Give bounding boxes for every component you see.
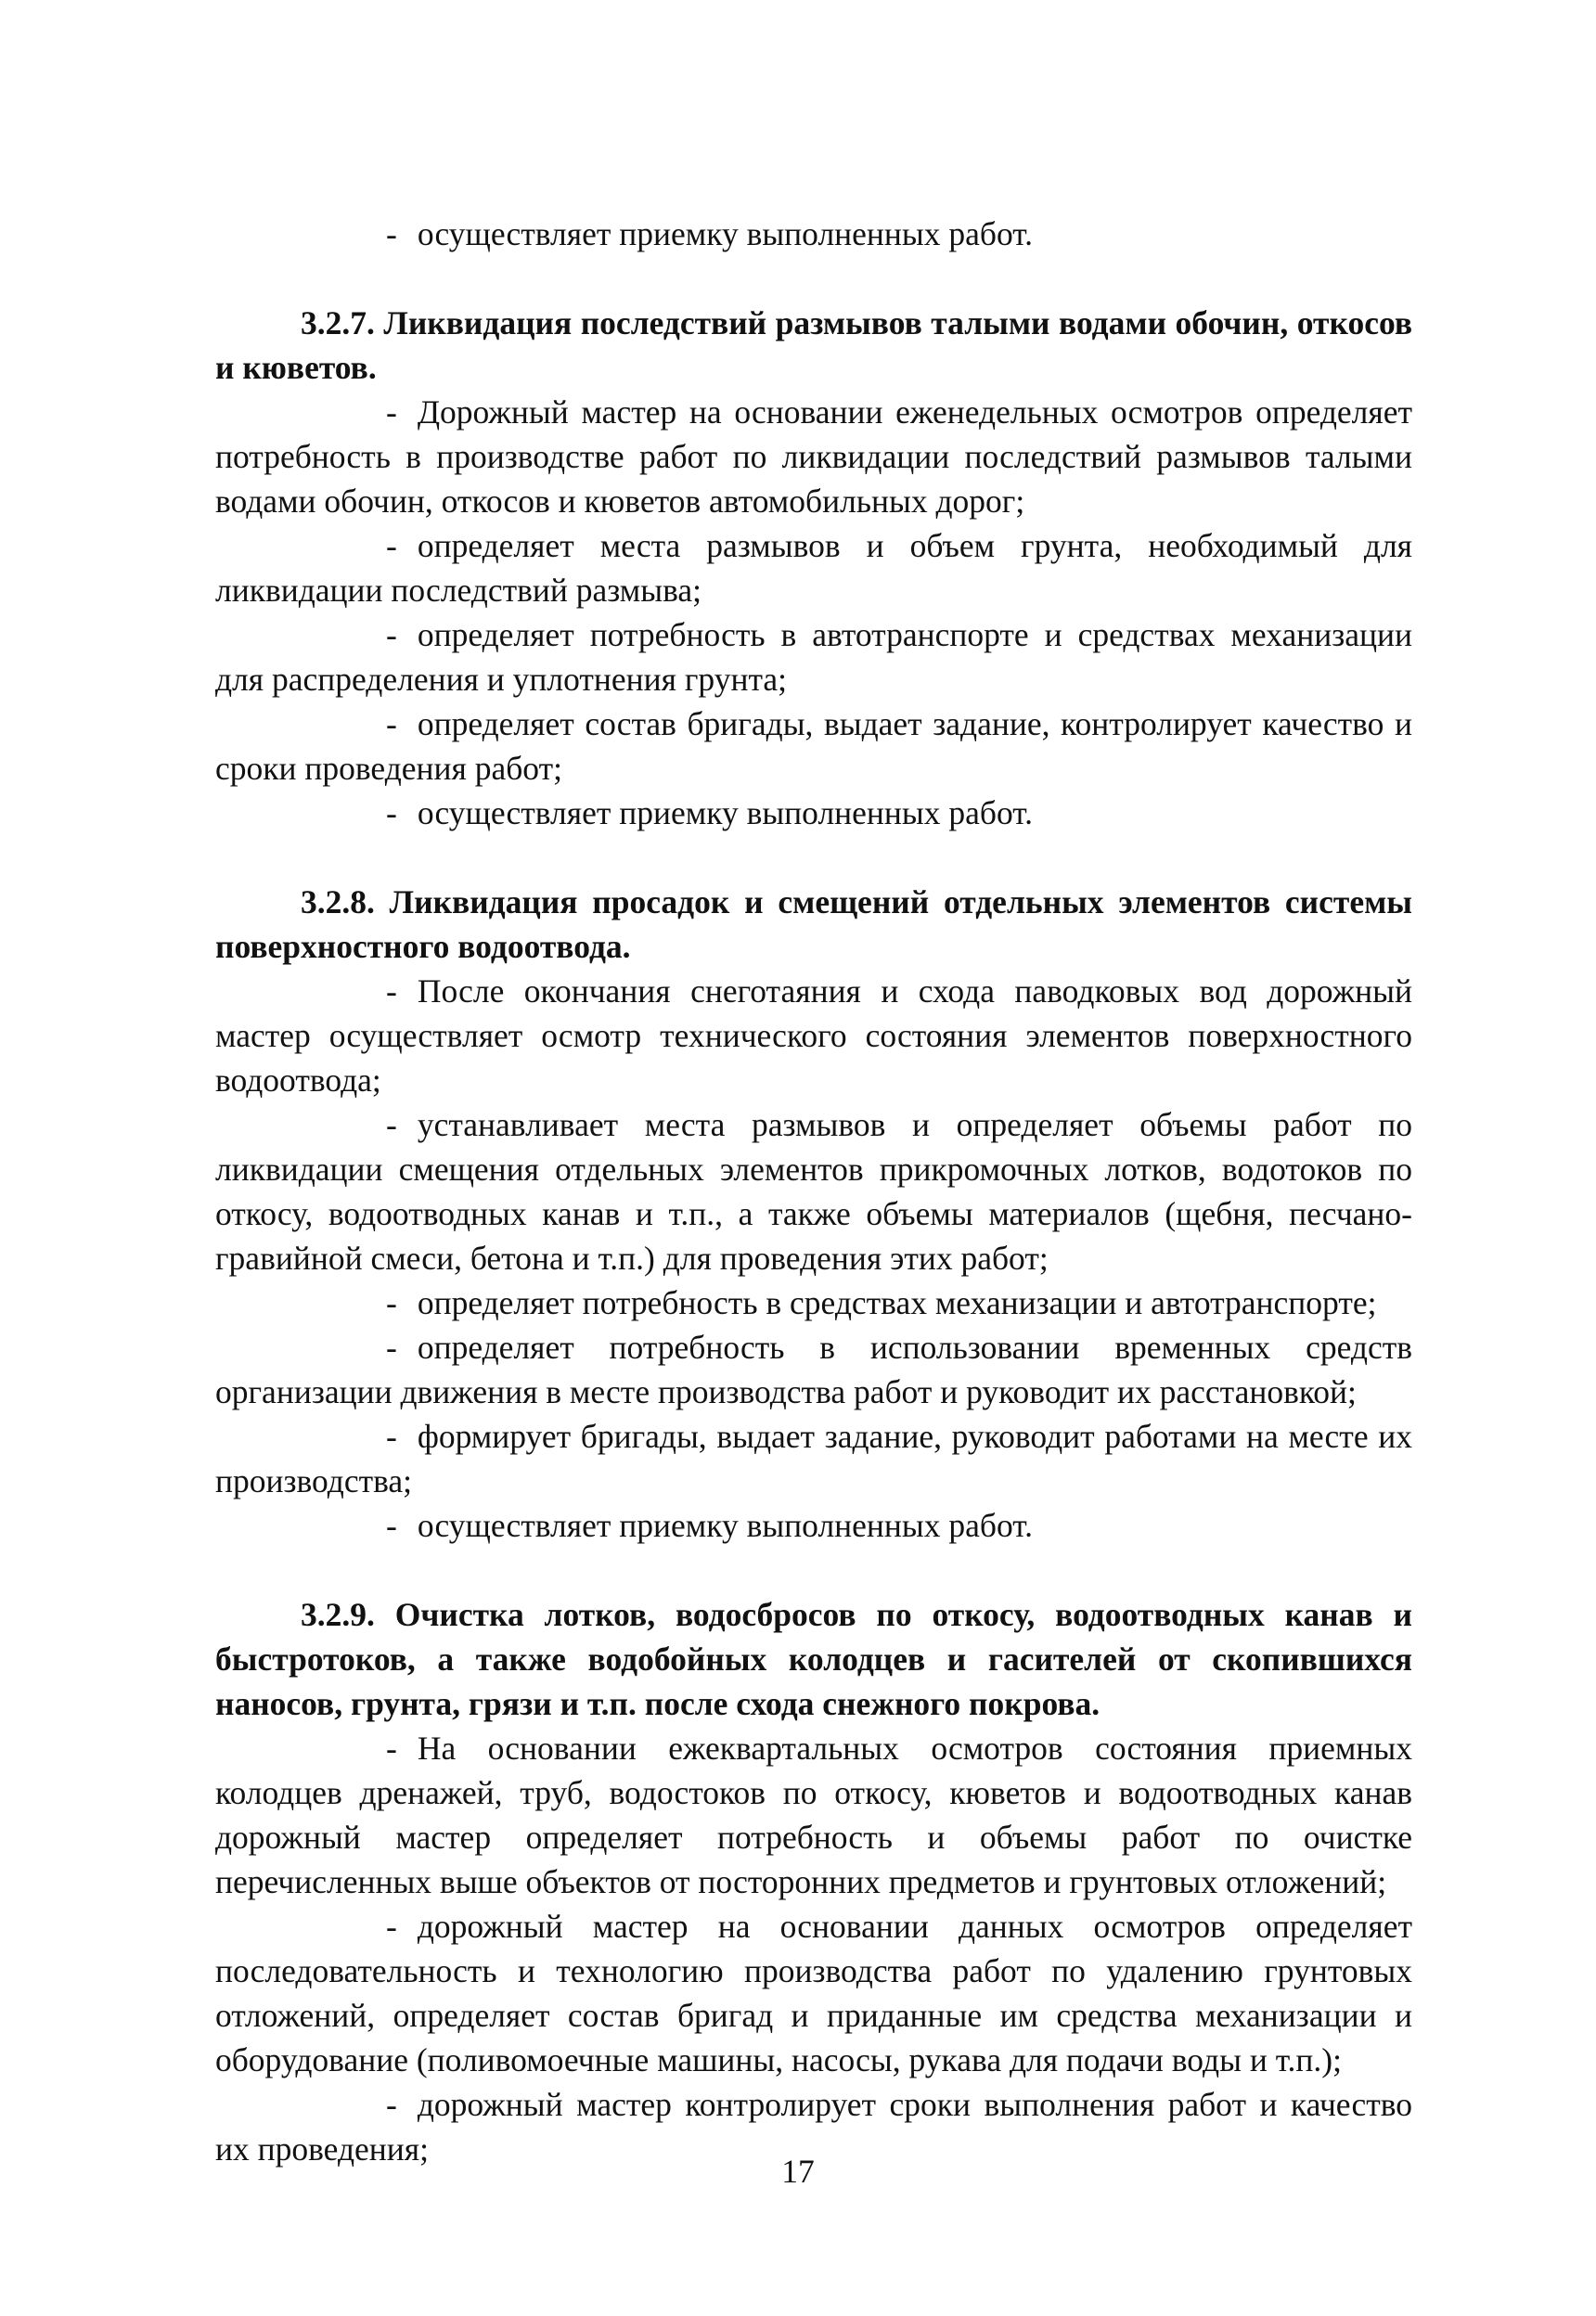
list-item <box>215 969 1412 1102</box>
list-item-text: После окончания снеготаяния и схода паводковых вод дорожный мастер осуществляет осмотр технического состояния элементов поверхностного водоотвода; <box>215 972 1412 1099</box>
list-item-text: осуществляет приемку выполненных работ. <box>417 1507 1033 1544</box>
list-item <box>215 1102 1412 1280</box>
list-item-text: устанавливает места размывов и определяет объемы работ по ликвидации смещения отдельных элементов прикромочных лотков, водотоков по откосу, водоотводных канав и т.п., а также объемы материалов (щебня, песчано-гравийной смеси, бетона и т.п.) для проведения этих работ; <box>215 1106 1412 1277</box>
list-marker: - <box>386 972 397 1010</box>
list-marker: - <box>386 1730 397 1767</box>
page-number: 17 <box>781 2153 815 2190</box>
list-item-text: определяет потребность в средствах механизации и автотранспорте; <box>417 1284 1377 1321</box>
list-item <box>215 612 1412 701</box>
list-item <box>215 1414 1412 1503</box>
list-item <box>215 212 1412 256</box>
list-marker: - <box>386 2086 397 2123</box>
list-item-text: определяет места размывов и объем грунта, необходимый для ликвидации последствий размыва; <box>215 527 1412 609</box>
list-item-text: формирует бригады, выдает задание, руководит работами на месте их производства; <box>215 1418 1412 1499</box>
list-marker: - <box>386 1329 397 1366</box>
list-marker: - <box>386 1418 397 1455</box>
list-item <box>215 1726 1412 1904</box>
list-item-text: определяет состав бригады, выдает задание, контролирует качество и сроки проведения работ; <box>215 705 1412 787</box>
document-page <box>215 212 1412 2171</box>
list-item <box>215 1904 1412 2082</box>
list-marker: - <box>386 1507 397 1544</box>
list-marker: - <box>386 616 397 653</box>
list-item <box>215 1280 1412 1325</box>
list-item <box>215 1503 1412 1548</box>
list-item-text: Дорожный мастер на основании еженедельных осмотров определяет потребность в производстве работ по ликвидации последствий размывов талыми водами обочин, откосов и кюветов автомобильных дорог; <box>215 393 1412 520</box>
list-item <box>215 523 1412 612</box>
list-marker: - <box>386 215 397 252</box>
list-marker: - <box>386 393 397 431</box>
list-marker: - <box>386 794 397 831</box>
list-marker: - <box>386 1106 397 1143</box>
list-item-text: определяет потребность в использовании временных средств организации движения в месте производства работ и руководит их расстановкой; <box>215 1329 1412 1410</box>
list-item-text: определяет потребность в автотранспорте и средствах механизации для распределения и уплотнения грунта; <box>215 616 1412 698</box>
list-item <box>215 390 1412 523</box>
section-heading: 3.2.9. Очистка лотков, водосбросов по откосу, водоотводных канав и быстротоков, а также водобойных колодцев и гасителей от скопившихся наносов, грунта, грязи и т.п. после схода снежного покрова. <box>215 1596 1412 1722</box>
list-marker: - <box>386 705 397 742</box>
list-marker: - <box>386 1284 397 1321</box>
list-marker: - <box>386 527 397 564</box>
list-item-text: На основании ежеквартальных осмотров состояния приемных колодцев дренажей, труб, водостоков по откосу, кюветов и водоотводных канав дорожный мастер определяет потребность и объемы работ по очистке перечисленных выше объектов от посторонних предметов и грунтовых отложений; <box>215 1730 1412 1900</box>
list-item <box>215 791 1412 835</box>
list-item-text: дорожный мастер контролирует сроки выполнения работ и качество их проведения; <box>215 2086 1412 2168</box>
section-heading: 3.2.7. Ликвидация последствий размывов талыми водами обочин, откосов и кюветов. <box>215 304 1412 386</box>
list-item-text: дорожный мастер на основании данных осмотров определяет последовательность и технологию производства работ по удалению грунтовых отложений, определяет состав бригад и приданные им средства механизации и оборудование (поливомоечные машины, насосы, рукава для подачи воды и т.п.); <box>215 1908 1412 2078</box>
list-item <box>215 1325 1412 1414</box>
list-item-text: осуществляет приемку выполненных работ. <box>417 794 1033 831</box>
list-marker: - <box>386 1908 397 1945</box>
section-heading: 3.2.8. Ликвидация просадок и смещений отдельных элементов системы поверхностного водоотвода. <box>215 883 1412 965</box>
list-item-text: осуществляет приемку выполненных работ. <box>417 215 1033 252</box>
list-item <box>215 701 1412 791</box>
